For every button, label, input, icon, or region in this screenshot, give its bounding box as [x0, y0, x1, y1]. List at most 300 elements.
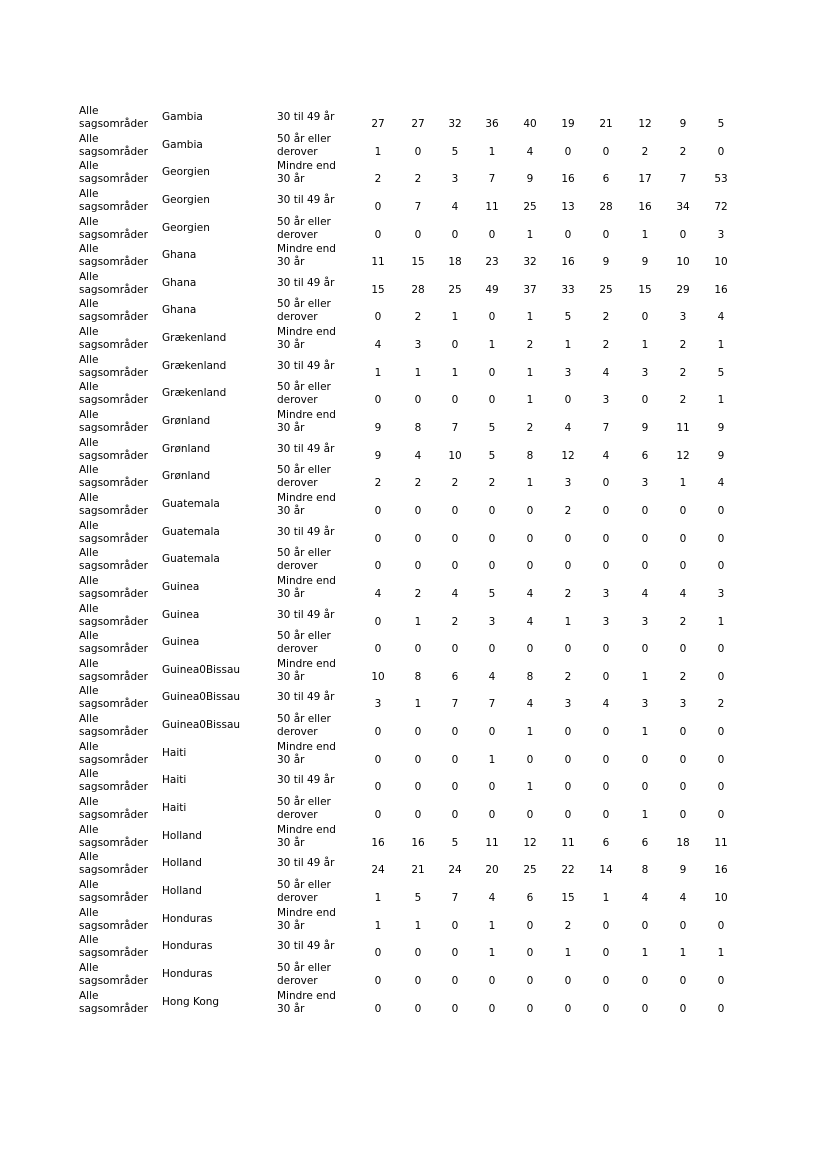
cell-age-group: Mindre end 30 år — [277, 989, 336, 1015]
cell-country: Guinea0Bissau — [162, 663, 241, 676]
cell-value: 0 — [488, 366, 496, 379]
cell-value: 20 — [485, 864, 499, 877]
cell-country: Grækenland — [162, 332, 227, 345]
cell-value: 49 — [485, 283, 499, 296]
cell-value: 0 — [374, 947, 382, 960]
cell-value: 0 — [488, 1002, 496, 1015]
cell-value: 0 — [414, 726, 422, 739]
cell-area: Alle sagsområder — [79, 989, 148, 1015]
cell-value: 3 — [564, 477, 572, 490]
cell-value: 0 — [564, 974, 572, 987]
cell-value: 0 — [414, 394, 422, 407]
cell-area: Alle sagsområder — [79, 851, 148, 877]
cell-value: 0 — [414, 809, 422, 822]
cell-value: 1 — [374, 919, 382, 932]
cell-value: 4 — [488, 670, 496, 683]
cell-value: 32 — [448, 118, 462, 130]
cell-value: 0 — [488, 809, 496, 822]
cell-value: 0 — [374, 1002, 382, 1015]
cell-value: 0 — [374, 615, 382, 628]
cell-value: 2 — [414, 477, 422, 490]
cell-value: 0 — [451, 781, 459, 794]
cell-value: 0 — [717, 919, 725, 932]
cell-value: 0 — [374, 974, 382, 987]
cell-value: 3 — [717, 587, 725, 600]
cell-value: 0 — [641, 974, 649, 987]
cell-value: 1 — [641, 809, 649, 822]
cell-value: 8 — [526, 670, 534, 683]
cell-area: Alle sagsområder — [79, 215, 148, 241]
cell-value: 9 — [526, 173, 534, 186]
cell-value: 0 — [641, 394, 649, 407]
cell-value: 0 — [564, 726, 572, 739]
cell-value: 1 — [641, 947, 649, 960]
cell-value: 1 — [488, 145, 496, 158]
cell-value: 2 — [641, 145, 649, 158]
cell-age-group: Mindre end 30 år — [277, 657, 336, 683]
cell-value: 4 — [451, 200, 459, 213]
cell-value: 0 — [564, 532, 572, 545]
cell-area: Alle sagsområder — [79, 464, 148, 490]
table-row — [0, 463, 828, 491]
cell-value: 0 — [717, 145, 725, 158]
cell-value: 22 — [561, 864, 575, 877]
cell-value: 4 — [526, 145, 534, 158]
cell-value: 2 — [679, 366, 687, 379]
cell-country: Guatemala — [162, 525, 220, 538]
cell-age-group: 30 til 49 år — [277, 857, 335, 870]
cell-value: 3 — [602, 394, 610, 407]
cell-value: 1 — [717, 339, 725, 352]
cell-value: 0 — [641, 753, 649, 766]
cell-country: Holland — [162, 829, 202, 842]
cell-value: 2 — [679, 615, 687, 628]
cell-area: Alle sagsområder — [79, 685, 148, 711]
table-row — [0, 823, 828, 851]
table-row — [0, 436, 828, 464]
cell-value: 2 — [564, 919, 572, 932]
cell-age-group: Mindre end 30 år — [277, 574, 336, 600]
cell-age-group: 30 til 49 år — [277, 276, 335, 289]
cell-value: 0 — [641, 919, 649, 932]
cell-value: 15 — [411, 256, 425, 269]
cell-value: 11 — [371, 256, 385, 269]
cell-value: 4 — [374, 339, 382, 352]
cell-value: 0 — [374, 228, 382, 241]
cell-country: Georgien — [162, 193, 210, 206]
cell-value: 0 — [526, 504, 534, 517]
cell-value: 4 — [451, 587, 459, 600]
cell-value: 4 — [374, 587, 382, 600]
cell-value: 1 — [374, 145, 382, 158]
cell-value: 0 — [374, 311, 382, 324]
cell-area: Alle sagsområder — [79, 160, 148, 186]
cell-area: Alle sagsområder — [79, 381, 148, 407]
cell-value: 16 — [411, 836, 425, 849]
cell-value: 0 — [564, 781, 572, 794]
cell-area: Alle sagsområder — [79, 796, 148, 822]
cell-value: 0 — [414, 1002, 422, 1015]
cell-value: 4 — [679, 587, 687, 600]
cell-value: 2 — [602, 311, 610, 324]
cell-value: 6 — [602, 836, 610, 849]
cell-value: 7 — [451, 422, 459, 435]
cell-area: Alle sagsområder — [79, 105, 148, 130]
cell-value: 1 — [641, 670, 649, 683]
cell-country: Hong Kong — [162, 995, 220, 1008]
cell-country: Grønland — [162, 470, 211, 483]
cell-value: 72 — [714, 200, 728, 213]
cell-value: 0 — [602, 919, 610, 932]
cell-value: 1 — [526, 477, 534, 490]
cell-area: Alle sagsområder — [79, 934, 148, 960]
table-row — [0, 906, 828, 934]
cell-value: 0 — [488, 781, 496, 794]
cell-country: Guatemala — [162, 553, 220, 566]
cell-value: 4 — [717, 477, 725, 490]
cell-age-group: 50 år eller derover — [277, 547, 331, 573]
cell-value: 0 — [564, 1002, 572, 1015]
cell-value: 0 — [717, 974, 725, 987]
cell-value: 0 — [374, 753, 382, 766]
cell-value: 1 — [526, 311, 534, 324]
cell-value: 1 — [374, 891, 382, 904]
table-row — [0, 989, 828, 1017]
table-row — [0, 353, 828, 381]
cell-value: 15 — [561, 891, 575, 904]
table-row — [0, 187, 828, 215]
cell-value: 3 — [641, 698, 649, 711]
cell-value: 4 — [602, 449, 610, 462]
cell-value: 8 — [414, 670, 422, 683]
cell-value: 0 — [374, 781, 382, 794]
cell-value: 1 — [451, 366, 459, 379]
cell-age-group: 30 til 49 år — [277, 608, 335, 621]
cell-area: Alle sagsområder — [79, 519, 148, 545]
cell-value: 0 — [526, 532, 534, 545]
cell-area: Alle sagsområder — [79, 409, 148, 435]
cell-value: 3 — [679, 698, 687, 711]
cell-value: 2 — [414, 173, 422, 186]
cell-value: 6 — [602, 173, 610, 186]
cell-value: 0 — [526, 974, 534, 987]
cell-value: 0 — [451, 974, 459, 987]
cell-value: 36 — [485, 118, 499, 130]
table-row — [0, 961, 828, 989]
cell-age-group: Mindre end 30 år — [277, 243, 336, 269]
data-table — [0, 104, 828, 1016]
cell-value: 0 — [717, 1002, 725, 1015]
cell-age-group: 30 til 49 år — [277, 193, 335, 206]
cell-value: 1 — [414, 366, 422, 379]
cell-value: 1 — [717, 394, 725, 407]
cell-value: 3 — [564, 366, 572, 379]
cell-value: 9 — [679, 864, 687, 877]
cell-age-group: 50 år eller derover — [277, 796, 331, 822]
cell-value: 18 — [676, 836, 690, 849]
cell-value: 4 — [602, 698, 610, 711]
cell-value: 1 — [641, 228, 649, 241]
cell-value: 1 — [526, 228, 534, 241]
cell-value: 11 — [561, 836, 575, 849]
cell-value: 15 — [371, 283, 385, 296]
cell-value: 0 — [488, 560, 496, 573]
cell-value: 0 — [717, 643, 725, 656]
cell-value: 0 — [414, 145, 422, 158]
cell-value: 0 — [679, 228, 687, 241]
cell-value: 27 — [371, 118, 385, 130]
table-row — [0, 546, 828, 574]
cell-age-group: 30 til 49 år — [277, 940, 335, 953]
cell-value: 11 — [714, 836, 728, 849]
cell-country: Georgien — [162, 221, 210, 234]
table-row — [0, 242, 828, 270]
cell-age-group: Mindre end 30 år — [277, 491, 336, 517]
cell-country: Guinea — [162, 580, 200, 593]
cell-value: 0 — [374, 200, 382, 213]
cell-value: 3 — [679, 311, 687, 324]
cell-value: 0 — [374, 394, 382, 407]
cell-value: 0 — [717, 670, 725, 683]
cell-age-group: 30 til 49 år — [277, 442, 335, 455]
cell-value: 2 — [526, 422, 534, 435]
cell-area: Alle sagsområder — [79, 298, 148, 324]
table-row — [0, 850, 828, 878]
cell-value: 3 — [414, 339, 422, 352]
cell-value: 1 — [602, 891, 610, 904]
cell-value: 2 — [488, 477, 496, 490]
cell-value: 3 — [641, 477, 649, 490]
cell-value: 16 — [714, 864, 728, 877]
cell-area: Alle sagsområder — [79, 270, 148, 296]
cell-value: 9 — [641, 256, 649, 269]
cell-area: Alle sagsområder — [79, 574, 148, 600]
cell-value: 4 — [679, 891, 687, 904]
cell-value: 0 — [717, 560, 725, 573]
cell-value: 4 — [717, 311, 725, 324]
cell-value: 0 — [679, 643, 687, 656]
cell-value: 25 — [523, 864, 537, 877]
cell-value: 18 — [448, 256, 462, 269]
cell-value: 12 — [561, 449, 575, 462]
cell-value: 0 — [451, 753, 459, 766]
cell-area: Alle sagsområder — [79, 326, 148, 352]
cell-value: 0 — [526, 919, 534, 932]
cell-value: 0 — [414, 504, 422, 517]
cell-value: 7 — [451, 891, 459, 904]
cell-age-group: Mindre end 30 år — [277, 906, 336, 932]
cell-value: 0 — [374, 532, 382, 545]
cell-value: 0 — [414, 947, 422, 960]
cell-age-group: 50 år eller derover — [277, 630, 331, 656]
cell-value: 1 — [679, 477, 687, 490]
cell-area: Alle sagsområder — [79, 436, 148, 462]
cell-value: 0 — [526, 753, 534, 766]
cell-value: 0 — [602, 1002, 610, 1015]
cell-value: 2 — [602, 339, 610, 352]
table-row — [0, 933, 828, 961]
cell-country: Haiti — [162, 774, 187, 787]
cell-value: 0 — [717, 532, 725, 545]
cell-value: 1 — [488, 919, 496, 932]
cell-value: 24 — [371, 864, 385, 877]
cell-value: 0 — [602, 504, 610, 517]
table-row — [0, 602, 828, 630]
cell-value: 33 — [561, 283, 575, 296]
cell-value: 0 — [602, 809, 610, 822]
cell-value: 7 — [488, 173, 496, 186]
cell-country: Grækenland — [162, 387, 227, 400]
cell-value: 0 — [679, 809, 687, 822]
cell-age-group: Mindre end 30 år — [277, 160, 336, 186]
cell-value: 2 — [679, 145, 687, 158]
cell-value: 2 — [414, 311, 422, 324]
cell-area: Alle sagsområder — [79, 657, 148, 683]
cell-value: 0 — [526, 947, 534, 960]
cell-value: 0 — [564, 394, 572, 407]
cell-value: 0 — [602, 477, 610, 490]
cell-value: 0 — [488, 974, 496, 987]
cell-value: 0 — [451, 643, 459, 656]
cell-value: 5 — [488, 587, 496, 600]
cell-value: 14 — [599, 864, 613, 877]
cell-value: 0 — [679, 726, 687, 739]
cell-value: 0 — [679, 560, 687, 573]
table-row — [0, 519, 828, 547]
cell-age-group: 30 til 49 år — [277, 525, 335, 538]
cell-age-group: 50 år eller derover — [277, 464, 331, 490]
cell-value: 2 — [526, 339, 534, 352]
cell-value: 2 — [564, 670, 572, 683]
cell-country: Grækenland — [162, 359, 227, 372]
cell-value: 0 — [374, 560, 382, 573]
cell-value: 4 — [526, 615, 534, 628]
cell-value: 9 — [602, 256, 610, 269]
cell-value: 28 — [599, 200, 613, 213]
cell-value: 28 — [411, 283, 425, 296]
cell-country: Honduras — [162, 912, 213, 925]
cell-age-group: 50 år eller derover — [277, 878, 331, 904]
cell-value: 1 — [414, 919, 422, 932]
cell-value: 10 — [714, 256, 728, 269]
cell-value: 10 — [714, 891, 728, 904]
cell-value: 5 — [717, 118, 725, 130]
cell-value: 12 — [523, 836, 537, 849]
cell-value: 7 — [488, 698, 496, 711]
cell-area: Alle sagsområder — [79, 602, 148, 628]
cell-value: 1 — [679, 947, 687, 960]
cell-value: 23 — [485, 256, 499, 269]
cell-value: 0 — [602, 145, 610, 158]
cell-country: Honduras — [162, 940, 213, 953]
cell-value: 1 — [451, 311, 459, 324]
cell-value: 25 — [448, 283, 462, 296]
cell-age-group: 50 år eller derover — [277, 381, 331, 407]
cell-value: 1 — [641, 339, 649, 352]
cell-country: Honduras — [162, 967, 213, 980]
cell-value: 2 — [374, 477, 382, 490]
cell-value: 27 — [411, 118, 425, 130]
cell-value: 0 — [374, 504, 382, 517]
table-row — [0, 380, 828, 408]
cell-value: 13 — [561, 200, 575, 213]
cell-value: 0 — [451, 809, 459, 822]
cell-value: 0 — [602, 228, 610, 241]
cell-country: Guinea0Bissau — [162, 691, 241, 704]
cell-country: Haiti — [162, 746, 187, 759]
cell-value: 3 — [451, 173, 459, 186]
cell-value: 4 — [526, 698, 534, 711]
table-row — [0, 270, 828, 298]
cell-value: 29 — [676, 283, 690, 296]
cell-value: 16 — [561, 256, 575, 269]
cell-value: 4 — [564, 422, 572, 435]
cell-value: 7 — [451, 698, 459, 711]
cell-value: 9 — [717, 449, 725, 462]
cell-value: 0 — [717, 504, 725, 517]
cell-value: 5 — [451, 145, 459, 158]
cell-age-group: 50 år eller derover — [277, 298, 331, 324]
cell-value: 5 — [414, 891, 422, 904]
cell-value: 24 — [448, 864, 462, 877]
cell-area: Alle sagsområder — [79, 878, 148, 904]
table-row — [0, 712, 828, 740]
cell-country: Holland — [162, 857, 202, 870]
table-row — [0, 767, 828, 795]
cell-area: Alle sagsområder — [79, 187, 148, 213]
cell-value: 7 — [602, 422, 610, 435]
cell-value: 0 — [414, 532, 422, 545]
cell-value: 11 — [676, 422, 690, 435]
cell-value: 0 — [414, 228, 422, 241]
cell-country: Guinea — [162, 636, 200, 649]
cell-value: 16 — [714, 283, 728, 296]
cell-value: 0 — [679, 1002, 687, 1015]
cell-age-group: Mindre end 30 år — [277, 823, 336, 849]
cell-value: 1 — [526, 394, 534, 407]
cell-value: 0 — [451, 504, 459, 517]
cell-age-group: 30 til 49 år — [277, 359, 335, 372]
cell-value: 9 — [717, 422, 725, 435]
cell-value: 25 — [523, 200, 537, 213]
cell-value: 2 — [374, 173, 382, 186]
cell-value: 7 — [679, 173, 687, 186]
cell-value: 0 — [488, 311, 496, 324]
cell-value: 0 — [679, 753, 687, 766]
cell-value: 1 — [374, 366, 382, 379]
cell-value: 3 — [564, 698, 572, 711]
cell-value: 9 — [679, 118, 687, 130]
cell-value: 0 — [488, 394, 496, 407]
cell-value: 0 — [451, 394, 459, 407]
cell-value: 15 — [638, 283, 652, 296]
cell-value: 21 — [411, 864, 425, 877]
cell-value: 1 — [717, 947, 725, 960]
cell-value: 3 — [602, 587, 610, 600]
cell-value: 0 — [602, 643, 610, 656]
cell-value: 8 — [526, 449, 534, 462]
cell-value: 0 — [451, 947, 459, 960]
cell-value: 53 — [714, 173, 728, 186]
cell-value: 1 — [526, 781, 534, 794]
cell-value: 1 — [526, 726, 534, 739]
cell-value: 6 — [526, 891, 534, 904]
cell-value: 5 — [451, 836, 459, 849]
cell-value: 0 — [526, 560, 534, 573]
cell-value: 2 — [679, 394, 687, 407]
cell-value: 2 — [564, 587, 572, 600]
table-row — [0, 795, 828, 823]
